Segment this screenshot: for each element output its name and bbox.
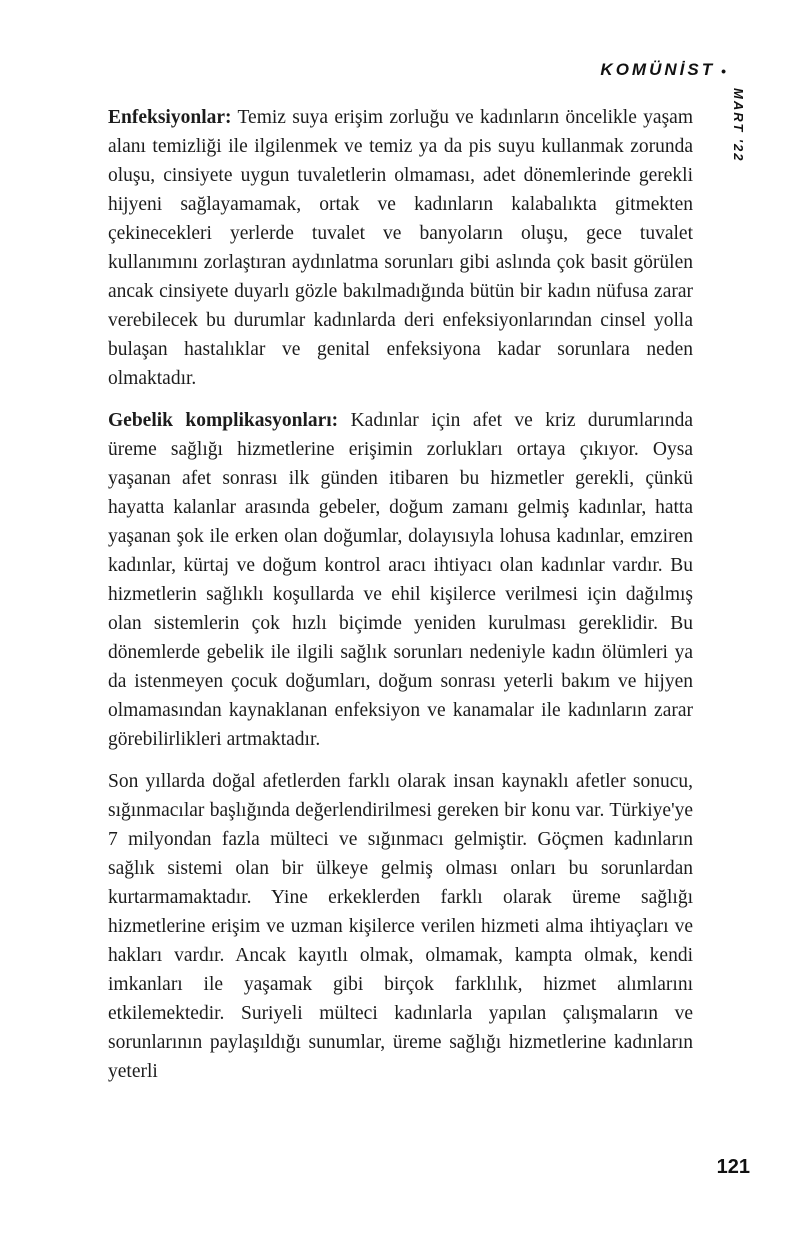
paragraph-pregnancy-complications [108,406,693,754]
page-number: 121 [716,1156,750,1178]
paragraph-text: Kadınlar için afet ve kriz durumlarında üreme sağlığı hizmetlerine erişimin zorlukları ortaya çıkıyor. Oysa yaşanan afet sonrası ilk günden itibaren bu hizmetler gerekli, çünkü hayatta kalanlar arasında gebeler, doğum zamanı gelmiş kadınlar, hatta yaşanan şok ile erken olan doğumlar, dolayısıyla lohusa kadınlar, emziren kadınlar, kürtaj ve doğum kontrol aracı ihtiyacı olan kadınlar vardır. Bu hizmetlerin sağlıklı koşullarda ve ehil kişilerce verilmesi için dağılmış olan sistemlerin çok hızlı biçimde yeniden kurulması gereklidir. Bu dönemlerde gebelik ile ilgili sağlık sorunları nedeniyle kadın ölümleri ya da istenmeyen çocuk doğumları, doğum sonrası yeterli bakım ve hijyen olmamasından kaynaklanan enfeksiyon ve kanamalar ile kadınların zarar görebilirlikleri artmaktadır. [108,410,693,750]
magazine-title: KOMÜNİST [600,60,716,79]
paragraph-text: Son yıllarda doğal afetlerden farklı olarak insan kaynaklı afetler sonucu, sığınmacılar başlığında değerlendirilmesi gereken bir konu var. Türkiye'ye 7 milyondan fazla mülteci ve sığınmacı gelmiştir. Göçmen kadınların sağlık sistemi olan bir ülkeye gelmiş olması onları bu sorunlardan kurtarmamaktadır. Yine erkeklerden farklı olarak üreme sağlığı hizmetlerine erişim ve uzman kişilerce verilen hizmeti alma ihtiyaçları ve hakları vardır. Ancak kayıtlı olmak, olmamak, kampta olmak, kendi imkanları ile yaşamak gibi birçok farklılık, hizmet alımlarını etkilemektedir. Suriyeli mülteci kadınlarla yapılan çalışmaların ve sorunlarının paylaşıldığı sunumlar, üreme sağlığı hizmetlerine kadınların yeterli [108,771,693,1082]
article-body [108,103,693,1099]
magazine-header [600,60,726,80]
paragraph-text: Temiz suya erişim zorluğu ve kadınların öncelikle yaşam alanı temizliği ile ilgilenmek ve temiz ya da pis suyu kullanmak zorunda oluşu, cinsiyete uygun tuvaletlerin olmaması, adet dönemlerinde gerekli hijyeni sağlayamamak, ortak ve kadınların kalabalıkta gitmekten çekinecekleri yerlerde tuvalet ve banyoların oluşu, gece tuvalet kullanımını zorlaştıran aydınlatma sorunları gibi aslında çok basit görülen ancak cinsiyete duyarlı gözle bakılmadığında bütün bir kadın nüfusa zarar verebilecek bu durumlar kadınlarda deri enfeksiyonlarından cinsel yolla bulaşan hastalıklar ve genital enfeksiyona kadar sorunlara neden olmaktadır. [108,107,693,389]
paragraph-lead: Gebelik komplikasyonları: [108,410,339,431]
header-bullet-icon: • [721,62,726,79]
paragraph-infections [108,103,693,393]
issue-label: MART '22 [731,88,746,163]
paragraph-refugees [108,767,693,1086]
paragraph-lead: Enfeksiyonlar: [108,107,232,128]
